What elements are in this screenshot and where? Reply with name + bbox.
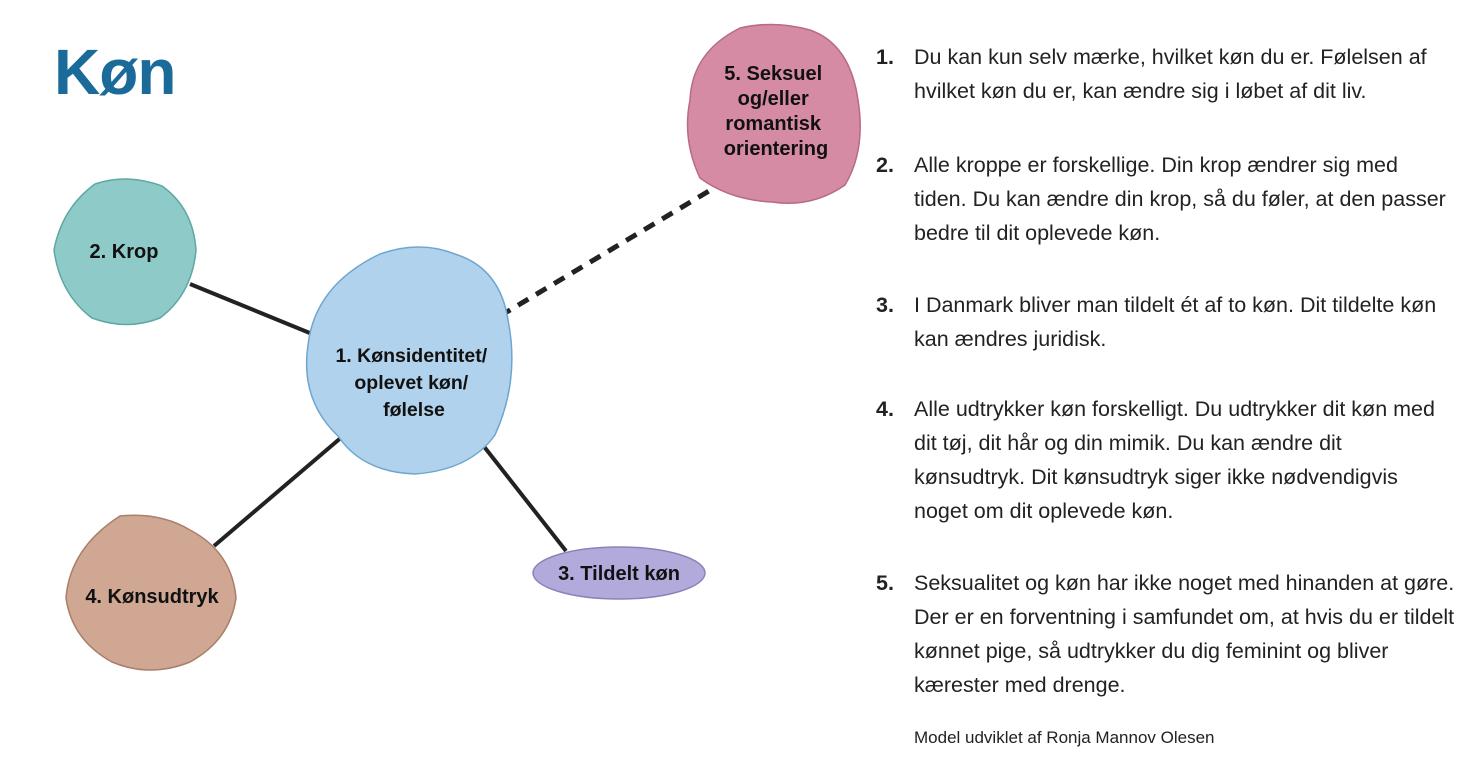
explanation-item <box>876 566 1456 702</box>
node-orientation-line: 5. Seksuel <box>724 63 823 85</box>
explanation-item <box>876 148 1456 250</box>
node-orientation-line: romantisk <box>725 113 822 135</box>
item-text: I Danmark bliver man tildelt ét af to køn. Dit tildelte køn kan ændres juridisk. <box>914 293 1437 351</box>
item-text: Seksualitet og køn har ikke noget med hinanden at gøre. Der er en forventning i samfundet om, at hvis du er tildelt kønnet pige, så udtrykker du dig feminint og bliver kærester med drenge. <box>914 571 1455 697</box>
node-orientation-line: og/eller <box>737 88 809 110</box>
item-number: 4. <box>876 397 894 421</box>
node-identity-line: 1. Kønsidentitet/ <box>335 345 488 367</box>
connector-orientation-dashed <box>500 182 724 316</box>
item-number: 3. <box>876 293 894 317</box>
item-number: 5. <box>876 571 894 595</box>
node-body-line: 2. Krop <box>89 241 159 263</box>
item-text: Alle kroppe er forskellige. Din krop ændrer sig med tiden. Du kan ændre din krop, så du føler, at den passer bedre til dit oplevede køn. <box>914 153 1446 245</box>
item-number: 1. <box>876 45 894 69</box>
explanation-item <box>876 40 1456 108</box>
page-title: Køn <box>54 36 176 108</box>
item-number: 2. <box>876 153 894 177</box>
credit-line: Model udviklet af Ronja Mannov Olesen <box>914 728 1215 747</box>
node-orientation-line: orientering <box>723 138 829 160</box>
node-expression-label <box>85 586 219 608</box>
explanation-item <box>876 392 1456 528</box>
connector-body <box>190 284 322 338</box>
explanation-item <box>876 288 1456 356</box>
explanation-list <box>876 40 1456 702</box>
connector-assigned <box>482 444 566 551</box>
node-assigned-line: 3. Tildelt køn <box>558 563 680 585</box>
node-identity-line: oplevet køn/ <box>354 372 469 394</box>
node-assigned-label <box>558 563 680 585</box>
node-expression-line: 4. Kønsudtryk <box>85 586 219 608</box>
node-body-label <box>90 241 159 263</box>
node-identity-line: følelse <box>383 399 445 421</box>
connector-expression <box>214 436 343 546</box>
item-text: Du kan kun selv mærke, hvilket køn du er. Følelsen af hvilket køn du er, kan ændre sig i løbet af dit liv. <box>914 45 1427 103</box>
item-text: Alle udtrykker køn forskelligt. Du udtrykker dit køn med dit tøj, dit hår og din mimik. Du kan ændre dit kønsudtryk. Dit kønsudtryk siger ikke nødvendigvis noget om dit oplevede køn. <box>914 397 1435 523</box>
